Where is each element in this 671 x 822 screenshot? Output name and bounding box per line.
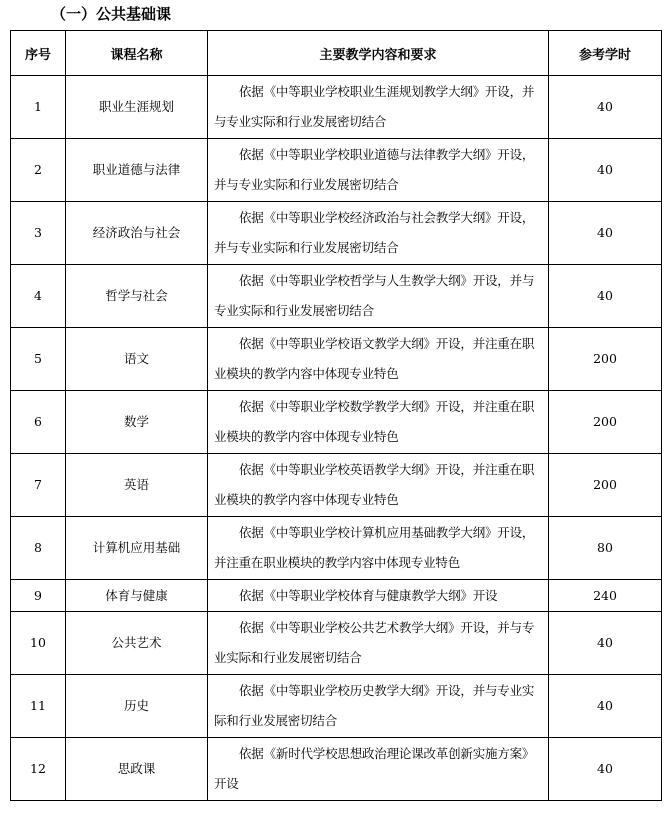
row-course-name: 公共艺术	[66, 612, 208, 675]
row-content: 依据《中等职业学校经济政治与社会教学大纲》开设，并与专业实际和行业发展密切结合	[208, 202, 549, 265]
row-content: 依据《中等职业学校历史教学大纲》开设，并与专业实际和行业发展密切结合	[208, 675, 549, 738]
row-no: 1	[11, 76, 66, 139]
row-content: 依据《中等职业学校体育与健康教学大纲》开设	[208, 580, 549, 612]
row-course-name: 思政课	[66, 738, 208, 801]
header-course-name: 课程名称	[66, 31, 208, 76]
row-content: 依据《中等职业学校计算机应用基础教学大纲》开设，并注重在职业模块的教学内容中体现专业特色	[208, 517, 549, 580]
header-no: 序号	[11, 31, 66, 76]
row-hours: 40	[549, 738, 662, 801]
row-content: 依据《新时代学校思想政治理论课改革创新实施方案》开设	[208, 738, 549, 801]
row-no: 2	[11, 139, 66, 202]
row-hours: 40	[549, 202, 662, 265]
row-hours: 80	[549, 517, 662, 580]
row-content: 依据《中等职业学校数学教学大纲》开设，并注重在职业模块的教学内容中体现专业特色	[208, 391, 549, 454]
row-hours: 240	[549, 580, 662, 612]
row-content: 依据《中等职业学校语文教学大纲》开设，并注重在职业模块的教学内容中体现专业特色	[208, 328, 549, 391]
row-hours: 200	[549, 391, 662, 454]
row-course-name: 语文	[66, 328, 208, 391]
row-hours: 200	[549, 328, 662, 391]
row-course-name: 历史	[66, 675, 208, 738]
row-content: 依据《中等职业学校职业生涯规划教学大纲》开设，并与专业实际和行业发展密切结合	[208, 76, 549, 139]
table-row	[11, 265, 662, 328]
row-hours: 40	[549, 76, 662, 139]
table-row	[11, 76, 662, 139]
table-row	[11, 391, 662, 454]
row-no: 11	[11, 675, 66, 738]
table-row	[11, 202, 662, 265]
row-no: 5	[11, 328, 66, 391]
row-no: 9	[11, 580, 66, 612]
row-hours: 40	[549, 675, 662, 738]
row-no: 7	[11, 454, 66, 517]
row-content: 依据《中等职业学校英语教学大纲》开设，并注重在职业模块的教学内容中体现专业特色	[208, 454, 549, 517]
row-course-name: 职业生涯规划	[66, 76, 208, 139]
table-row	[11, 454, 662, 517]
section-title: （一）公共基础课	[51, 5, 172, 23]
row-course-name: 英语	[66, 454, 208, 517]
table-row	[11, 139, 662, 202]
row-course-name: 职业道德与法律	[66, 139, 208, 202]
row-no: 8	[11, 517, 66, 580]
table-row	[11, 612, 662, 675]
row-course-name: 数学	[66, 391, 208, 454]
row-content: 依据《中等职业学校公共艺术教学大纲》开设，并与专业实际和行业发展密切结合	[208, 612, 549, 675]
row-hours: 40	[549, 612, 662, 675]
header-content: 主要教学内容和要求	[208, 31, 549, 76]
row-no: 10	[11, 612, 66, 675]
row-course-name: 经济政治与社会	[66, 202, 208, 265]
table-header-row	[11, 31, 662, 76]
table-row	[11, 675, 662, 738]
row-no: 4	[11, 265, 66, 328]
course-table	[10, 30, 662, 801]
row-no: 3	[11, 202, 66, 265]
row-content: 依据《中等职业学校职业道德与法律教学大纲》开设，并与专业实际和行业发展密切结合	[208, 139, 549, 202]
row-hours: 40	[549, 265, 662, 328]
row-no: 12	[11, 738, 66, 801]
table-row	[11, 328, 662, 391]
table-row	[11, 580, 662, 612]
row-hours: 40	[549, 139, 662, 202]
row-hours: 200	[549, 454, 662, 517]
row-no: 6	[11, 391, 66, 454]
row-course-name: 体育与健康	[66, 580, 208, 612]
table-row	[11, 738, 662, 801]
header-hours: 参考学时	[549, 31, 662, 76]
row-course-name: 计算机应用基础	[66, 517, 208, 580]
table-row	[11, 517, 662, 580]
row-course-name: 哲学与社会	[66, 265, 208, 328]
row-content: 依据《中等职业学校哲学与人生教学大纲》开设，并与专业实际和行业发展密切结合	[208, 265, 549, 328]
